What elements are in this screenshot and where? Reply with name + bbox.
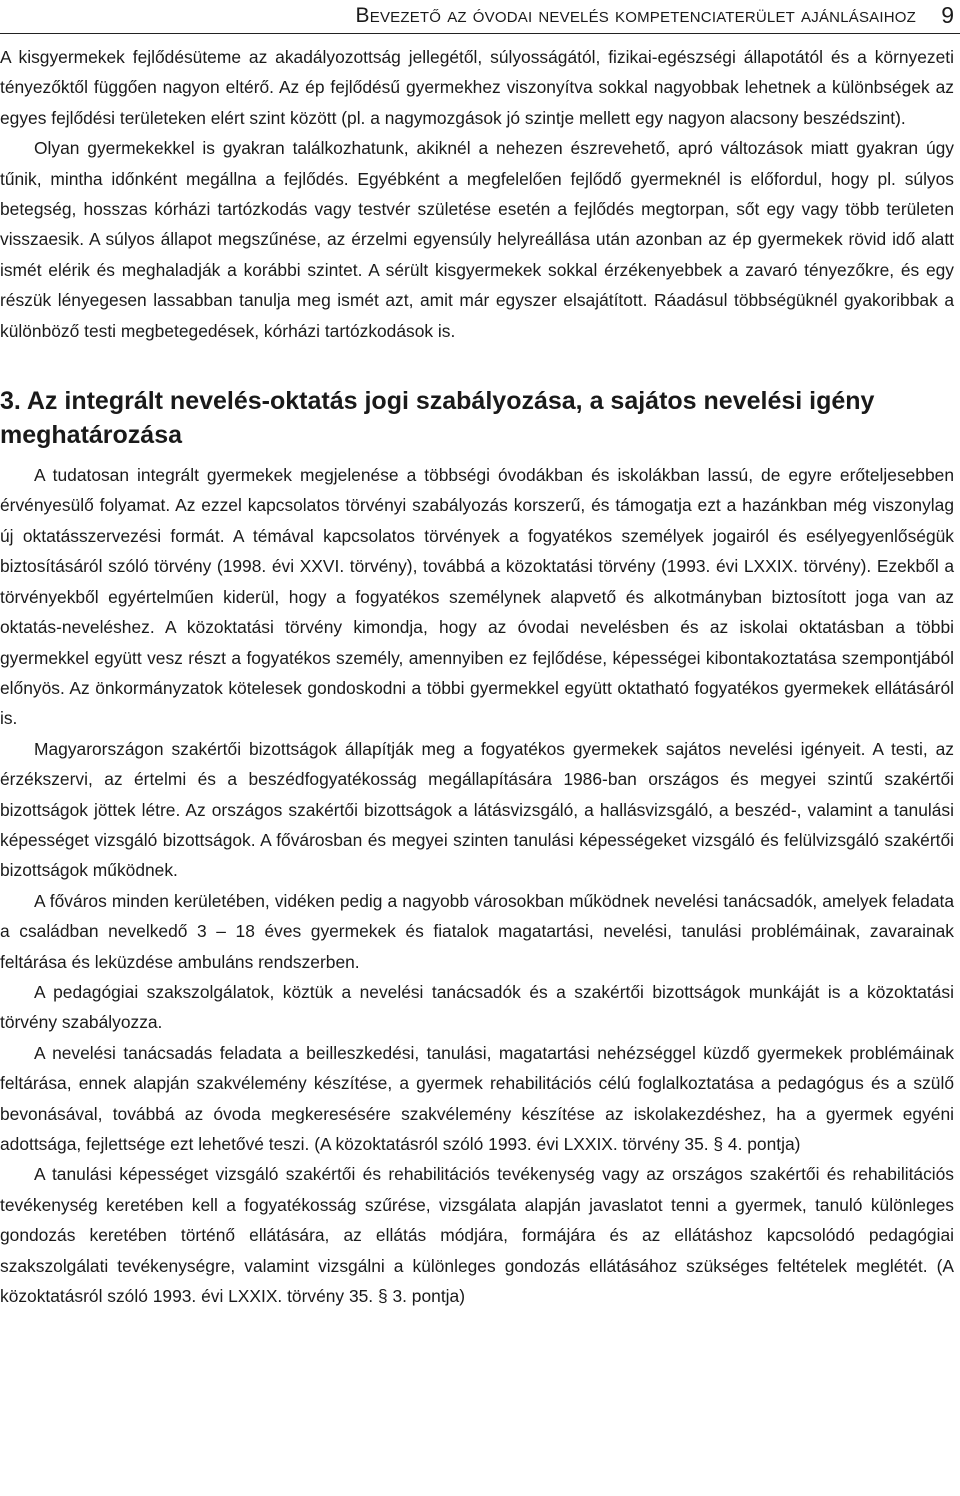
paragraph: Olyan gyermekekkel is gyakran találkozhatunk, akiknél a nehezen észrevehető, apró változások miatt gyakran úgy tűnik, mintha időnként megállna a fejlődés. Egyébként a megfelelően fejlődő gyermeknél is előfordul, hogy pl. súlyos betegség, hosszas kórházi tartózkodás vagy testvér születése esetén a fejlődés megtorpan, sőt egy vagy több területen visszaesik. A súlyos állapot megszűnése, az érzelmi egyensúly helyreállása után azonban az ép gyermekek rövid idő alatt ismét elérik és meghaladják a korábbi szintet. A sérült kisgyermekek sokkal érzékenyebbek a zavaró tényezőkre, és egy részük lényegesen lassabban tanulja meg ismét azt, amit már egyszer elsajátított. Ráadásul többségüknél gyakoribbak a különböző testi megbetegedések, kórházi tartózkodások is. [0, 138, 954, 341]
running-header [0, 0, 960, 34]
page-number: 9 [941, 2, 954, 28]
paragraph: A pedagógiai szakszolgálatok, köztük a nevelési tanácsadók és a szakértői bizottságok munkáját is a közoktatási törvény szabályozza. [0, 981, 954, 1033]
section-heading: 3. Az integrált nevelés-oktatás jogi szabályozása, a sajátos nevelési igény meghatározása [0, 387, 875, 450]
paragraph: A tanulási képességet vizsgáló szakértői és rehabilitációs tevékenység vagy az országos szakértői és rehabilitációs tevékenység keretében kell a fogyatékosság szűrése, vizsgálata alapján javaslatot tenni a gyermek, tanuló különleges gondozás keretében történő ellátására, az ellátás módjára, formájára és az ellátáshoz kapcsolódó pedagógiai szakszolgálati tevékenységre, valamint vizsgálni a különleges gondozás ellátásához szükséges feltételek meglétét. (A közoktatásról szóló 1993. évi LXXIX. törvény 35. § 3. pontja) [0, 1164, 954, 1307]
paragraph: Magyarországon szakértői bizottságok állapítják meg a fogyatékos gyermekek sajátos nevelési igényeit. A testi, az érzékszervi, az értelmi és a beszédfogyatékosság megállapítására 1986-ban országos és megyei szintű szakértői bizottságok jöttek létre. Az országos szakértői bizottságok a látásvizsgáló, a hallásvizsgáló, a beszéd-, valamint a tanulási képességet vizsgáló bizottságok. A fővárosban és megyei szinten tanulási képességeket vizsgáló és felülvizsgáló szakértői bizottságok működnek. [0, 738, 954, 881]
header-rule [0, 33, 960, 34]
running-title: Bevezető az óvodai nevelés kompetenciaterület ajánlásaihoz [355, 4, 916, 27]
paragraph: A kisgyermekek fejlődésüteme az akadályozottság jellegétől, súlyosságától, fizikai-egészségi állapotától és a környezeti tényezőktől függően nagyon eltérő. Az ép fejlődésű gyermekhez viszonyítva sokkal nagyobbak lehetnek a különbségek az egyes fejlődési területeken elért szint között (pl. a nagymozgások jó szintje mellett egy nagyon alacsony beszédszint). [0, 47, 954, 128]
paragraph: A főváros minden kerületében, vidéken pedig a nagyobb városokban működnek nevelési tanácsadók, amelyek feladata a családban nevelkedő 3 – 18 éves gyermekek és fiatalok magatartási, nevelési, tanulási problémáinak, zavarainak feltárása és leküzdése ambuláns rendszerben. [0, 890, 954, 972]
page-body [0, 42, 954, 1311]
paragraph: A nevelési tanácsadás feladata a beilleszkedési, tanulási, magatartási nehézséggel küzdő gyermekek problémáinak feltárása, ennek alapján szakvélemény készítése, a gyermek rehabilitációs célú foglalkoztatása a pedagógus és a szülő bevonásával, továbbá az óvoda megkeresésére szakvélemény készítése az iskolakezdéshez, ha a gyermek egyéni adottsága, fejlettsége ezt lehetővé teszi. (A közoktatásról szóló 1993. évi LXXIX. törvény 35. § 4. pontja) [0, 1042, 954, 1154]
paragraph: A tudatosan integrált gyermekek megjelenése a többségi óvodákban és iskolákban lassú, de egyre erőteljesebben érvényesülő folyamat. Az ezzel kapcsolatos törvényi szabályozás korszerű, és támogatja ezt a hazánkban még viszonylag új oktatásszervezési formát. A témával kapcsolatos törvények a fogyatékos személyek jogairól és esélyegyenlőségük biztosításáról szóló törvény (1998. évi XXVI. törvény), továbbá a közoktatási törvény (1993. évi LXXIX. törvény). Ezekből a törvényekből egyértelműen kiderül, hogy a fogyatékos személynek alapvető és alkotmányban biztosított joga van az oktatás-neveléshez. A közoktatási törvény kimondja, hogy az óvodai nevelésben és az iskolai oktatásban a többi gyermekkel együtt vesz részt a fogyatékos személy, amennyiben ez fejlődése, képességei kibontakoztatása szempontjából előnyös. Az önkormányzatok kötelesek gondoskodni a többi gyermekkel együtt oktatható fogyatékos gyermekek ellátásáról is. [0, 465, 954, 729]
